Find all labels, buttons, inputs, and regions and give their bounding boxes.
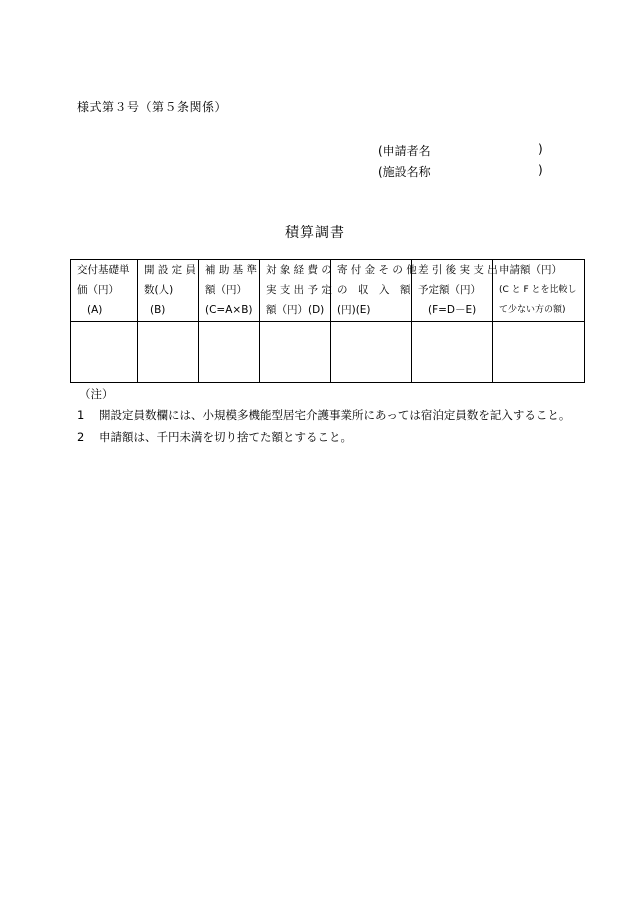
cell-unit-price-input[interactable]	[71, 322, 138, 383]
header-line: の 収 入 額	[337, 284, 411, 296]
header-line: (A)	[87, 304, 103, 316]
note-number: 2	[77, 430, 85, 444]
header-planned-expense	[260, 260, 331, 322]
document-title: 積算調書	[285, 225, 345, 241]
facility-name-field	[378, 163, 543, 180]
header-line: 寄 付 金 そ の 他	[337, 264, 417, 276]
header-application-amount	[493, 260, 585, 322]
note-item	[77, 429, 352, 445]
header-line: 価（円）	[77, 284, 119, 296]
facility-name-close: )	[538, 163, 543, 177]
notes-heading: （注）	[79, 387, 114, 401]
header-line: (F=D－E)	[428, 304, 477, 316]
cell-donation-income-input[interactable]	[331, 322, 412, 383]
table-input-row	[71, 322, 585, 383]
header-line: (円)(E)	[337, 304, 371, 316]
header-line: 予定額（円）	[418, 284, 481, 296]
header-donation-income	[331, 260, 417, 322]
note-text: 申請額は、千円未満を切り捨てた額とすること。	[99, 430, 352, 444]
header-line: (C=A×B)	[205, 304, 253, 316]
cell-subsidy-base-input[interactable]	[199, 322, 260, 383]
header-unit-price	[71, 260, 138, 322]
header-subsidy-base	[199, 260, 260, 322]
header-line: 交付基礎単	[77, 264, 130, 276]
header-line: 申請額（円）	[499, 264, 562, 276]
note-number: 1	[77, 408, 85, 422]
applicant-name-label: (申請者名	[378, 144, 431, 158]
header-line: て少ない方の額)	[499, 305, 566, 315]
header-line: 開 設 定 員	[144, 264, 197, 276]
header-line: 額（円）	[205, 284, 247, 296]
cell-planned-expense-input[interactable]	[260, 322, 331, 383]
facility-name-label: (施設名称	[378, 165, 431, 179]
calculation-table	[70, 259, 585, 383]
applicant-name-close: )	[538, 142, 543, 156]
header-line: 額（円）(D)	[266, 304, 325, 316]
note-item	[77, 407, 570, 423]
note-text: 開設定員数欄には、小規模多機能型居宅介護事業所にあっては宿泊定員数を記入すること。	[99, 408, 571, 422]
header-net-expense	[412, 260, 498, 322]
header-capacity	[138, 260, 199, 322]
header-line: 補 助 基 準	[205, 264, 258, 276]
cell-capacity-input[interactable]	[138, 322, 199, 383]
header-line: (B)	[150, 304, 166, 316]
header-line: 対 象 経 費 の	[266, 264, 332, 276]
header-line: 差 引 後 実 支 出	[418, 264, 498, 276]
cell-net-expense-input[interactable]	[412, 322, 493, 383]
header-line: 実 支 出 予 定	[266, 284, 332, 296]
applicant-name-field	[378, 142, 543, 159]
cell-application-amount-input[interactable]	[493, 322, 585, 383]
header-line: (C と F とを比較し	[499, 285, 577, 295]
table-header-row	[71, 260, 585, 322]
header-line: 数(人)	[144, 284, 174, 296]
form-number: 様式第３号（第５条関係）	[77, 100, 228, 114]
